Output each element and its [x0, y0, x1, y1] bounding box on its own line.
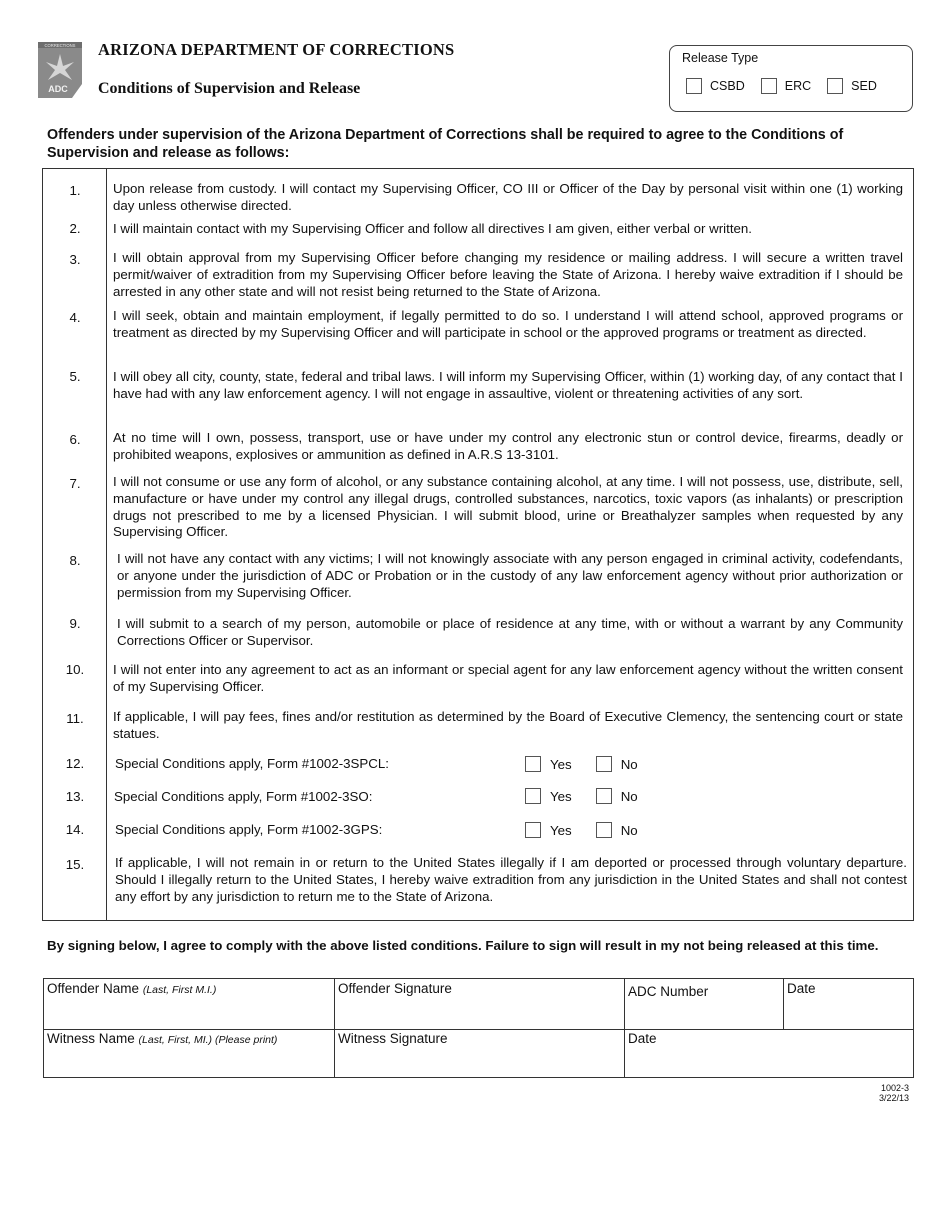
yes-no-group [525, 788, 638, 804]
condition-text: I will maintain contact with my Supervising Officer and follow all directives I am given, either verbal or written. [113, 221, 753, 236]
condition-number: 10. [65, 662, 85, 677]
yes-label: Yes [550, 822, 572, 838]
date-field[interactable] [784, 979, 913, 1029]
agency-name: ARIZONA DEPARTMENT OF CORRECTIONS [98, 40, 455, 59]
csbd-checkbox[interactable] [686, 78, 702, 94]
witness-name-label: Witness Name [47, 1031, 135, 1046]
condition-number: 8. [69, 553, 81, 568]
release-type-box [669, 45, 913, 112]
condition-number: 11. [66, 711, 84, 726]
no-label: No [620, 822, 638, 838]
form-title: Conditions of Supervision and Release [98, 80, 361, 97]
yes-label: Yes [550, 788, 572, 804]
form-date: 3/22/13 [878, 1093, 909, 1103]
condition-number: 2. [69, 221, 81, 236]
yes-no-group [525, 756, 638, 772]
condition-text: I will not have any contact with any victims; I will not knowingly associate with any person engaged in criminal activity, codefendants, or anyone under the jurisdiction of ADC or Probation or in the custody of any law enforcement agency without prior authorization or permission from my Supervising Officer. [117, 551, 903, 600]
condition-number: 14. [65, 822, 85, 837]
adc-logo [36, 42, 84, 98]
csbd-label: CSBD [710, 79, 745, 93]
form-number: 1002-3 [880, 1083, 909, 1093]
signature-table [43, 978, 914, 1078]
witness-date-field[interactable] [625, 1029, 913, 1077]
adc-number-field[interactable] [625, 982, 783, 1029]
sed-label: SED [851, 79, 877, 93]
so-no-checkbox[interactable] [596, 788, 612, 804]
logo-top-text: CORRECTIONS [44, 43, 76, 48]
offender-name-label: Offender Name [47, 981, 140, 996]
no-label: No [620, 788, 638, 804]
erc-checkbox[interactable] [761, 78, 777, 94]
condition-text: I will submit to a search of my person, automobile or place of residence at any time, with or without a warrant by any Community Corrections Officer or Supervisor. [117, 616, 903, 648]
erc-label: ERC [784, 79, 812, 93]
yes-no-group [525, 822, 638, 838]
condition-number: 7. [69, 476, 81, 491]
witness-name-hint: (Last, First, MI.) (Please print) [138, 1034, 278, 1046]
so-yes-checkbox[interactable] [525, 788, 541, 804]
witness-date-label: Date [628, 1031, 657, 1046]
condition-number: 15. [65, 857, 85, 872]
form-number-block [879, 1083, 909, 1103]
condition-text: If applicable, I will pay fees, fines and/or restitution as determined by the Board of Executive Clemency, the sentencing court or state statues. [113, 709, 903, 741]
condition-number: 1. [69, 183, 81, 198]
offender-signature-field[interactable] [335, 979, 624, 1029]
witness-signature-label: Witness Signature [338, 1031, 448, 1046]
no-label: No [620, 756, 638, 772]
offender-name-field[interactable] [44, 979, 334, 1029]
condition-number: 3. [69, 252, 81, 267]
conditions-box [42, 168, 914, 921]
sed-checkbox[interactable] [827, 78, 843, 94]
condition-number: 13. [65, 789, 85, 804]
condition-text: If applicable, I will not remain in or return to the United States illegally if I am deported or processed through voluntary departure. Should I illegally return to the United States, I hereby waive extradition from any jurisdiction in the United States and shall not contest any effort by any jurisdiction to return me to the State of Arizona. [115, 855, 907, 904]
condition-text: At no time will I own, possess, transport, use or have under my control any electronic stun or control device, firearms, deadly or prohibited weapons, explosives or ammunition as defined in A.R.S 13-3101. [113, 430, 903, 462]
condition-number: 9. [69, 616, 81, 631]
condition-text: I will obtain approval from my Supervising Officer before changing my residence or mailing address. I will secure a written travel permit/waiver of extradition from my Supervising Officer before leaving the State of Arizona. I hereby waive extradition if I should be arrested in any other state and will not resist being returned to the State of Arizona. [113, 250, 903, 299]
spcl-yes-checkbox[interactable] [525, 756, 541, 772]
yes-label: Yes [550, 756, 572, 772]
condition-text: Special Conditions apply, Form #1002-3GPS: [115, 822, 383, 837]
offender-signature-label: Offender Signature [338, 981, 452, 996]
condition-text: I will not consume or use any form of alcohol, or any substance containing alcohol, at any time. I will not possess, use, distribute, sell, manufacture or have under my control any illegal drugs, controlled substances, narcotics, toxic vapors (as inhalants) or prescription drugs not prescribed to me by a licensed Physician. I will submit blood, urine or Breathalyzer samples when requested by any Supervising Officer. [113, 474, 903, 540]
adc-number-label: ADC Number [628, 984, 709, 999]
condition-text: I will not enter into any agreement to act as an informant or special agent for any law enforcement agency without the written consent of my Supervising Officer. [113, 662, 903, 694]
witness-signature-field[interactable] [335, 1029, 624, 1077]
condition-number: 5. [69, 369, 81, 384]
gps-no-checkbox[interactable] [596, 822, 612, 838]
condition-text: Special Conditions apply, Form #1002-3SO: [114, 789, 373, 804]
condition-text: I will seek, obtain and maintain employment, if legally permitted to do so. I understand I will attend school, approved programs or treatment as directed by my Supervising Officer and will participate in school or the approved programs or treatment as directed. [113, 308, 903, 340]
offender-name-hint: (Last, First M.I.) [142, 984, 217, 996]
date-label: Date [787, 981, 816, 996]
sign-agreement-text: By signing below, I agree to comply with the above listed conditions. Failure to sign will result in my not being released at this time. [47, 938, 879, 953]
spcl-no-checkbox[interactable] [596, 756, 612, 772]
release-type-label: Release Type [682, 51, 759, 65]
condition-number: 4. [69, 310, 81, 325]
condition-number: 12. [65, 756, 85, 771]
condition-text: Special Conditions apply, Form #1002-3SPCL: [115, 756, 389, 771]
condition-text: Upon release from custody. I will contact my Supervising Officer, CO III or Officer of the Day by personal visit within one (1) working day unless otherwise directed. [113, 181, 903, 213]
witness-name-field[interactable] [44, 1029, 334, 1077]
logo-text: ADC [48, 84, 68, 94]
intro-text: Offenders under supervision of the Arizona Department of Corrections shall be required to agree to the Conditions of Supervision and release as follows: [47, 127, 844, 161]
condition-number: 6. [69, 432, 81, 447]
condition-text: I will obey all city, county, state, federal and tribal laws. I will inform my Supervising Officer, within (1) working day, of any contact that I have had with any law enforcement agency. I will not engage in assaultive, violent or threatening activities of any sort. [113, 369, 903, 401]
gps-yes-checkbox[interactable] [525, 822, 541, 838]
column-divider [106, 169, 107, 920]
